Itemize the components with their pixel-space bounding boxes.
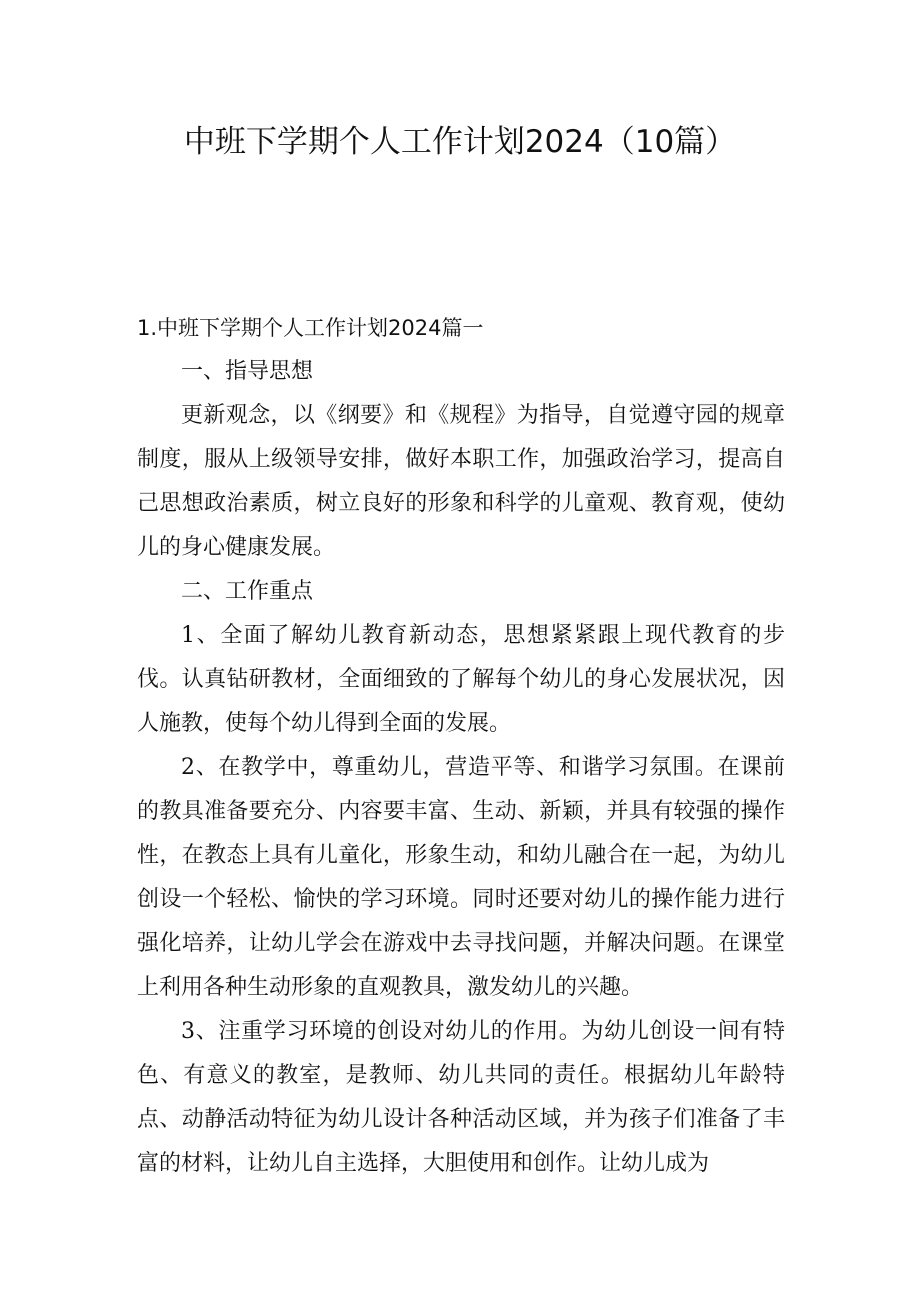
document-title: 中班下学期个人工作计划2024（10篇）: [183, 124, 737, 160]
subheading-work-focus: 二、工作重点: [181, 579, 314, 604]
paragraph: 更新观念，以《纲要》和《规程》为指导，自觉遵守园的规章制度，服从上级领导安排，做好本职工作，加强政治学习，提高自己思想政治素质，树立良好的形象和科学的儿童观、教育观，使幼儿的身心健康发展。: [137, 403, 785, 560]
document-body: [137, 306, 785, 1186]
paragraph: 3、注重学习环境的创设对幼儿的作用。为幼儿创设一间有特色、有意义的教室，是教师、幼儿共同的责任。根据幼儿年龄特点、动静活动特征为幼儿设计各种活动区域，并为孩子们准备了丰富的材料，让幼儿自主选择，大胆使用和创作。让幼儿成为: [137, 1019, 785, 1176]
paragraph: 2、在教学中，尊重幼儿，营造平等、和谐学习氛围。在课前的教具准备要充分、内容要丰富、生动、新颖，并具有较强的操作性，在教态上具有儿童化，形象生动，和幼儿融合在一起，为幼儿创设一个轻松、愉快的学习环境。同时还要对幼儿的操作能力进行强化培养，让幼儿学会在游戏中去寻找问题，并解决问题。在课堂上利用各种生动形象的直观教具，激发幼儿的兴趣。: [137, 755, 785, 1000]
paragraph: 1、全面了解幼儿教育新动态，思想紧紧跟上现代教育的步伐。认真钻研教材，全面细致的了解每个幼儿的身心发展状况，因人施教，使每个幼儿得到全面的发展。: [137, 623, 785, 736]
subheading-guiding-thought: 一、指导思想: [181, 359, 314, 384]
section-heading: 1.中班下学期个人工作计划2024篇一: [137, 316, 484, 340]
